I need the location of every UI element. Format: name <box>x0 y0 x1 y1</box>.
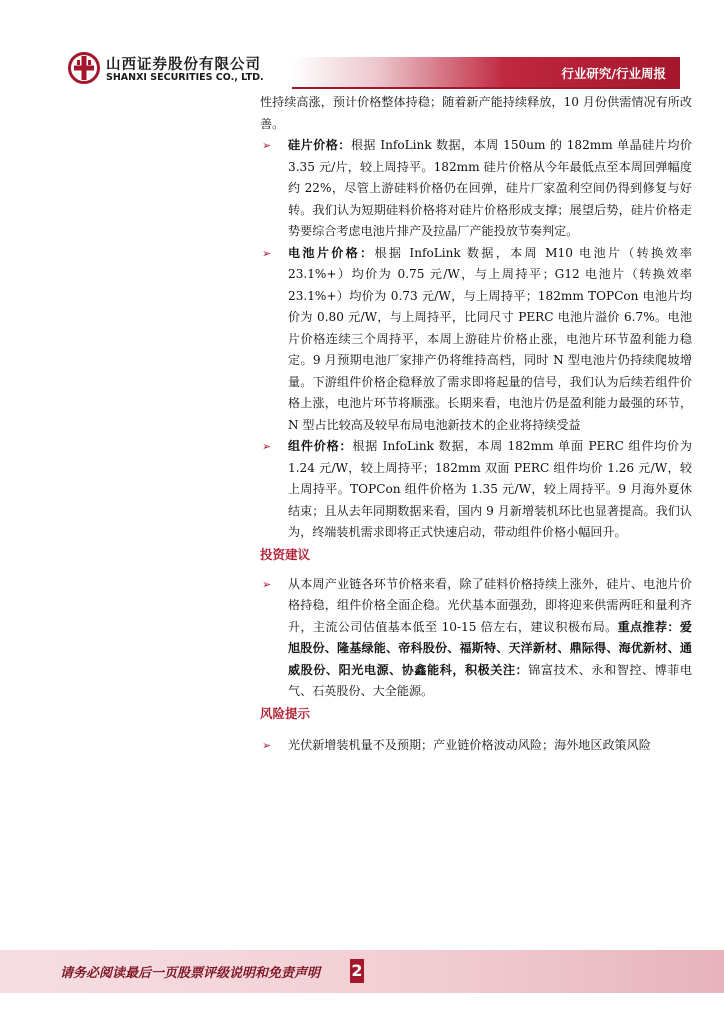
recommend-list: 爱旭股份、隆基绿能、帝科股份、福斯特、天洋新材、鼎际得、海优新材、通威股份、阳光电源、协鑫能科， <box>288 619 692 677</box>
company-name-cn: 山西证券股份有限公司 <box>106 57 261 73</box>
module-price-heading: 组件价格： <box>288 439 353 453</box>
header-divider <box>292 87 680 89</box>
report-body <box>260 92 692 756</box>
investment-paragraph <box>260 574 692 703</box>
cell-price-heading: 电池片价格： <box>288 245 375 260</box>
risk-paragraph <box>260 735 692 757</box>
risk-section-title: 风险提示 <box>260 705 311 721</box>
risk-text: 光伏新增装机量不及预期；产业链价格波动风险；海外地区政策风险 <box>288 737 651 752</box>
arrow-bullet-icon: ➢ <box>262 738 272 752</box>
intro-continuation: 性持续高涨，预计价格整体持稳；随着新产能持续释放，10 月份供需情况有所改善。 <box>260 95 692 131</box>
investment-section-title: 投资建议 <box>260 546 311 562</box>
cell-price-text: 根据 InfoLink 数据，本周 M10 电池片（转换效率 23.1%+）均价为 0.75 元/W，与上周持平；G12 电池片（转换效率 23.1%+）均价为 0.73 元/W，与上周持平；182mm TOPCon 电池片均价为 0.80 元/W，与上周持平，比同尺寸 PERC 电池片溢价 6.7%。电池片价格连续三个周持平，本周上游硅片价格止涨，电池片环节盈利能力稳定。9 月预期电池厂家排产仍将维持高档，同时 N 型电池片仍持续爬坡增量。下游组件价格企稳释放了需求即将起量的信号，我们认为后续若组件价格上涨，电池片环节将顺涨。长期来看，电池片仍是盈利能力最强的环节，N 型占比较高及较早布局电池新技术的企业将持续受益 <box>288 245 692 432</box>
recommend-heading: 重点推荐： <box>617 619 680 634</box>
company-logo-icon <box>68 52 100 84</box>
footer-disclaimer: 请务必阅读最后一页股票评级说明和免责声明 <box>60 966 321 981</box>
cell-price-paragraph <box>260 243 692 437</box>
investment-text: 从本周产业链各环节价格来看，除了硅料价格持续上涨外，硅片、电池片价格持稳，组件价格全面企稳。光伏基本面强劲，即将迎来供需两旺和量利齐升，主流公司估值基本低至 10-15 倍左右，建议积极布局。 <box>288 576 692 634</box>
arrow-bullet-icon: ➢ <box>262 139 272 152</box>
report-type-label: 行业研究/行业周报 <box>561 66 666 81</box>
watch-heading: 积极关注： <box>464 662 529 677</box>
arrow-bullet-icon: ➢ <box>262 440 272 453</box>
module-price-text: 根据 InfoLink 数据，本周 182mm 单面 PERC 组件均价为 1.24 元/W，较上周持平；182mm 双面 PERC 组件均价 1.26 元/W，较上周持平。TOPCon 组件价格为 1.35 元/W，较上周持平。9 月海外夏休结束；且从去年同期数据来看，国内 9 月新增装机环比也显著提高。我们认为，终端装机需求即将正式快速启动，带动组件价格小幅回升。 <box>288 439 692 539</box>
wafer-price-text: 根据 InfoLink 数据，本周 150um 的 182mm 单晶硅片均价 3.35 元/片，较上周持平。182mm 硅片价格从今年最低点至本周回弹幅度约 22%，尽管上游硅料价格仍在回弹，硅片厂家盈利空间仍得到修复与好转。我们认为短期硅料价格将对硅片价格形成支撑；展望后势，硅片价格走势要综合考虑电池片排产及拉晶厂产能投放节奏判定。 <box>288 138 692 238</box>
company-name-en: SHANXI SECURITIES CO., LTD. <box>106 72 264 83</box>
watch-list: 锦富技术、永和智控、博菲电气、石英股份、大全能源。 <box>288 662 692 698</box>
arrow-bullet-icon: ➢ <box>262 577 272 591</box>
arrow-bullet-icon: ➢ <box>262 246 272 260</box>
wafer-price-paragraph <box>260 135 692 243</box>
wafer-price-heading: 硅片价格： <box>288 138 351 152</box>
page-header <box>0 0 724 96</box>
page-number: 2 <box>350 959 364 983</box>
module-price-paragraph <box>260 436 692 544</box>
